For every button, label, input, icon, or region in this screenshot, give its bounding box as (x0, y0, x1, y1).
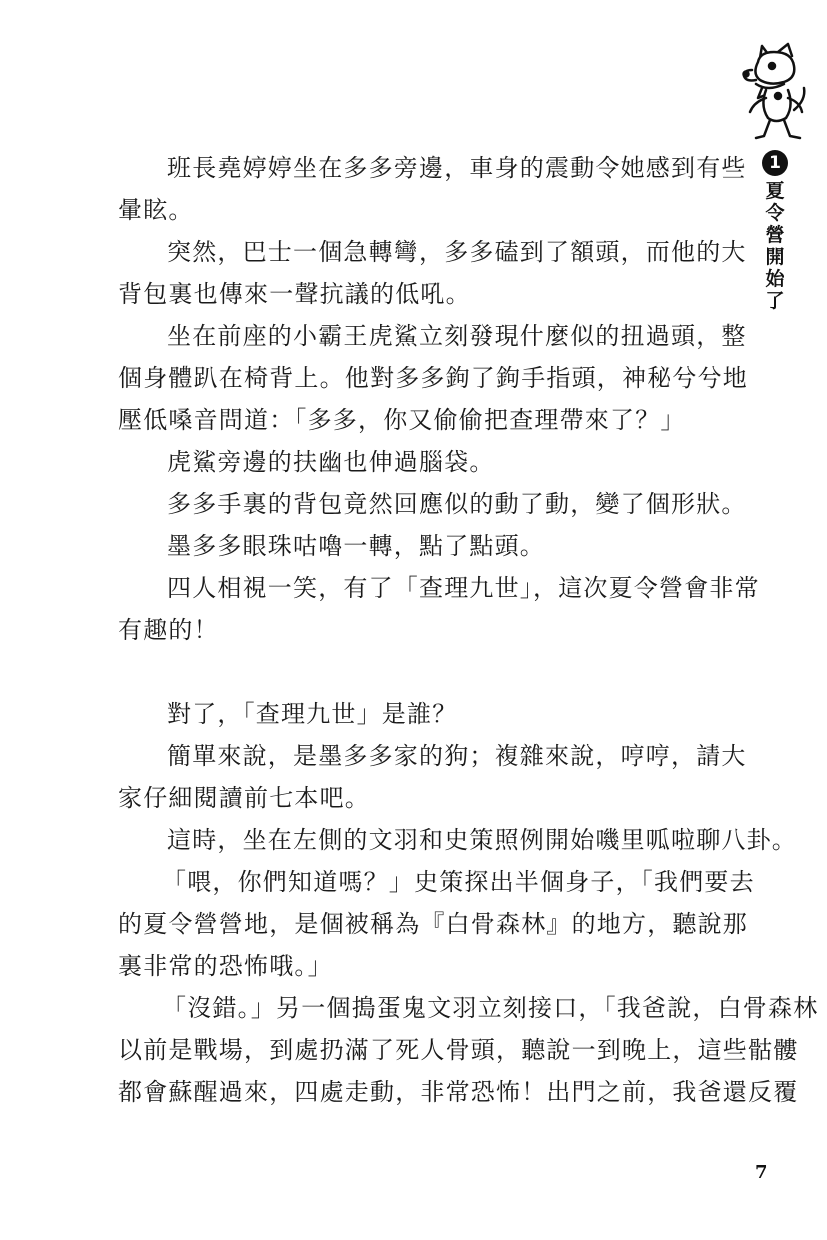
text-line: 壓低嗓音問道：「多多，你又偷偷把查理帶來了？」 (118, 406, 686, 434)
dog-mascot-icon (738, 40, 814, 144)
text-line: 家仔細閱讀前七本吧。 (118, 784, 370, 812)
page-number: 7 (755, 1162, 768, 1183)
text-line: 裏非常的恐怖哦。」 (118, 952, 333, 980)
text-line: 墨多多眼珠咕嚕一轉，點了點頭。 (167, 532, 545, 560)
chapter-number-badge: 1 (762, 150, 788, 176)
text-line: 「喂，你們知道嗎？」史策探出半個身子，「我們要去 (162, 868, 755, 896)
text-line: 對了，「查理九世」是誰？ (167, 700, 458, 728)
text-line: 個身體趴在椅背上。他對多多鉤了鉤手指頭，神秘兮兮地 (118, 364, 748, 392)
text-line: 簡單來說，是墨多多家的狗；複雜來說，哼哼，請大 (167, 742, 747, 770)
text-line: 虎鯊旁邊的扶幽也伸過腦袋。 (167, 448, 495, 476)
text-line: 以前是戰場，到處扔滿了死人骨頭，聽說一到晚上，這些骷髏 (118, 1036, 799, 1064)
text-line: 四人相視一笑，有了「查理九世」，這次夏令營會非常 (167, 574, 760, 602)
text-line: 有趣的！ (118, 616, 219, 644)
text-line: 這時，坐在左側的文羽和史策照例開始嘰里呱啦聊八卦。 (167, 826, 797, 854)
chapter-title: 夏令營開始了 (765, 180, 785, 312)
text-line: 暈眩。 (118, 196, 194, 224)
text-line: 多多手裏的背包竟然回應似的動了動，變了個形狀。 (167, 490, 747, 518)
text-line: 的夏令營營地，是個被稱為『白骨森林』的地方，聽說那 (118, 910, 748, 938)
text-line: 突然，巴士一個急轉彎，多多磕到了額頭，而他的大 (167, 238, 747, 266)
text-line: 班長堯婷婷坐在多多旁邊，車身的震動令她感到有些 (167, 154, 747, 182)
text-line: 坐在前座的小霸王虎鯊立刻發現什麼似的扭過頭，整 (167, 322, 747, 350)
text-line: 都會蘇醒過來，四處走動，非常恐怖！出門之前，我爸還反覆 (118, 1078, 799, 1106)
text-line: 背包裏也傳來一聲抗議的低吼。 (118, 280, 471, 308)
text-line: 「沒錯。」另一個搗蛋鬼文羽立刻接口，「我爸說，白骨森林 (162, 994, 819, 1022)
paragraph-gap (118, 651, 728, 693)
